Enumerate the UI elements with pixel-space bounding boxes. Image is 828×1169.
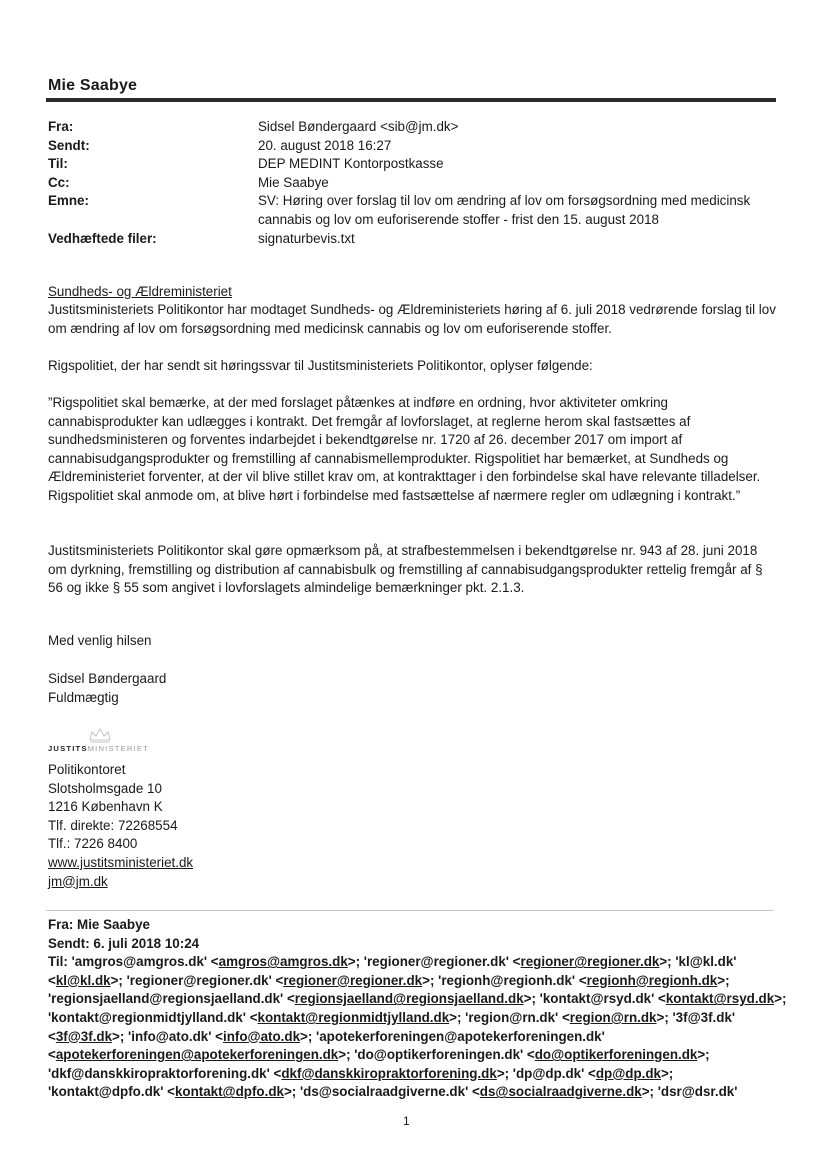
recipient-email-link[interactable]: do@optikerforeningen.dk bbox=[534, 1047, 698, 1063]
ministry-link[interactable] bbox=[48, 283, 778, 302]
fwd-sent-row bbox=[48, 935, 778, 954]
header-label: Cc: bbox=[48, 174, 70, 190]
recipient-email-link[interactable]: regioner@regioner.dk bbox=[520, 954, 660, 970]
recipient-text: < bbox=[48, 972, 56, 988]
recipient-text: >; bbox=[774, 991, 787, 1007]
contact-city: 1216 København K bbox=[48, 799, 163, 815]
recipient-email-link[interactable]: amgros@amgros.dk bbox=[218, 954, 348, 970]
paragraph-4: Justitsministeriets Politikontor skal gøre opmærksom på, at strafbestemmelsen i bekendtgørelse nr. 943 af 28. juni 2018 om dyrkning, fremstilling og distribution af cannabisbulk og fremstilling af cannabisudgangsprodukter rettelig fremgår af § 56 og ikke § 55 som angivet i lovforslagets almindelige bemærkninger pkt. 2.1.3. bbox=[48, 543, 763, 596]
header-rule bbox=[46, 98, 776, 102]
paragraph-3-quote: ”Rigspolitiet skal bemærke, at der med forslaget påtænkes at indføre en ordning, hvor aktiviteter omkring cannabisprodukter kan udlægges i kontrakt. Det fremgår af lovforslaget, at reglerne herom skal fastsættes af sundhedsministeren og forventes indarbejdet i bekendtgørelse nr. 1720 af 26. december 2017 om import af cannabisudgangsprodukter og fremstilling af cannabismellemprodukter. Rigspolitiet har bemærket, at Sundheds og Ældreministeriet forventer, at der vil blive stillet krav om, at kontrakttager i den forbindelse skal have relevante tilladelser. Rigspolitiet skal anmode om, at blive hørt i forbindelse med fastsættelse af nærmere regler om udlægning i kontrakt.” bbox=[48, 395, 761, 503]
recipient-email-link[interactable]: kontakt@regionmidtjylland.dk bbox=[257, 1009, 450, 1025]
crown-icon bbox=[86, 726, 114, 744]
contact-direct-phone: Tlf. direkte: 72268554 bbox=[48, 817, 178, 833]
recipient-text: 'amgros@amgros.dk' < bbox=[71, 954, 219, 970]
header-value: DEP MEDINT Kontorpostkasse bbox=[258, 156, 444, 172]
header-row-to bbox=[48, 155, 788, 174]
header-label: Sendt: bbox=[48, 137, 90, 153]
page-number: 1 bbox=[403, 1114, 410, 1128]
recipient-email-link[interactable]: ds@socialraadgiverne.dk bbox=[479, 1084, 642, 1100]
contact-phone: Tlf.: 7226 8400 bbox=[48, 836, 138, 852]
recipient-text: >; 'do@optikerforeningen.dk' < bbox=[338, 1047, 535, 1063]
fwd-from-row bbox=[48, 916, 778, 935]
recipient-text: >; '3f@3f.dk' bbox=[656, 1009, 736, 1025]
email-link[interactable]: jm@jm.dk bbox=[48, 873, 108, 889]
contact-street: Slotsholmsgade 10 bbox=[48, 780, 162, 796]
ministry-link-text[interactable]: Sundheds- og Ældreministeriet bbox=[48, 284, 232, 299]
recipient-text: >; bbox=[697, 1047, 710, 1063]
sender-name: Mie Saabye bbox=[48, 77, 138, 94]
recipient-email-link[interactable]: regionh@regionh.dk bbox=[586, 972, 718, 988]
header-label: Vedhæftede filer: bbox=[48, 230, 157, 246]
fwd-recipient-line bbox=[48, 1046, 778, 1065]
fwd-from-value: Mie Saabye bbox=[77, 917, 150, 932]
recipient-email-link[interactable]: dp@dp.dk bbox=[595, 1065, 661, 1081]
header-row-attachments bbox=[48, 230, 788, 249]
paragraph-1: Justitsministeriets Politikontor har modtaget Sundheds- og Ældreministeriets høring af 6. juli 2018 vedrørende forslag til lov om ændring af lov om forsøgsordning med medicinsk cannabis og lov om euforiserende stoffer. bbox=[48, 302, 776, 336]
recipient-text: >; 'regioner@regioner.dk' < bbox=[110, 972, 284, 988]
logo-light: MINISTERIET bbox=[87, 744, 149, 753]
recipient-text: 'regionsjaelland@regionsjaelland.dk' < bbox=[48, 991, 295, 1007]
recipient-email-link[interactable]: region@rn.dk bbox=[569, 1009, 657, 1025]
fwd-to-label: Til: bbox=[48, 954, 72, 970]
recipient-text: < bbox=[48, 1047, 56, 1063]
closing-greeting: Med venlig hilsen bbox=[48, 633, 152, 648]
recipient-email-link[interactable]: dkf@danskkiropraktorforening.dk bbox=[281, 1065, 497, 1081]
signature-title: Fuldmægtig bbox=[48, 690, 119, 705]
recipient-text: 'kontakt@regionmidtjylland.dk' < bbox=[48, 1009, 258, 1025]
recipient-text: >; 'dp@dp.dk' < bbox=[496, 1065, 596, 1081]
contact-block bbox=[48, 761, 193, 891]
recipient-text: >; 'kl@kl.dk' bbox=[659, 954, 737, 970]
contact-office: Politikontoret bbox=[48, 762, 126, 777]
header-row-from bbox=[48, 118, 788, 137]
recipient-email-link[interactable]: kontakt@dpfo.dk bbox=[174, 1084, 284, 1100]
recipient-text: >; bbox=[660, 1065, 674, 1081]
email-header bbox=[48, 118, 788, 248]
recipient-text: >; 'regioner@regioner.dk' < bbox=[347, 954, 521, 970]
recipient-email-link[interactable]: regioner@regioner.dk bbox=[283, 972, 423, 988]
fwd-recipient-list bbox=[48, 953, 787, 1102]
fwd-recipient-line bbox=[48, 972, 778, 991]
fwd-sent-value: 6. juli 2018 10:24 bbox=[93, 935, 200, 951]
forward-divider bbox=[46, 910, 774, 911]
fwd-from-label: Fra: bbox=[48, 917, 74, 932]
header-label: Fra: bbox=[48, 119, 74, 134]
recipient-email-link[interactable]: info@ato.dk bbox=[222, 1028, 301, 1044]
signature-name: Sidsel Bøndergaard bbox=[48, 671, 167, 686]
recipient-text: 'dkf@danskkiropraktorforening.dk' < bbox=[48, 1065, 282, 1081]
recipient-text: >; 'ds@socialraadgiverne.dk' < bbox=[283, 1084, 480, 1100]
recipient-text: >; 'regionh@regionh.dk' < bbox=[422, 972, 587, 988]
recipient-text: >; bbox=[717, 972, 730, 988]
fwd-recipient-line bbox=[48, 1028, 778, 1047]
header-label: Emne: bbox=[48, 193, 89, 209]
paragraph-2: Rigspolitiet, der har sendt sit høringssvar til Justitsministeriets Politikontor, oplyser følgende: bbox=[48, 358, 593, 373]
recipient-email-link[interactable]: kl@kl.dk bbox=[55, 972, 111, 988]
fwd-recipient-line bbox=[48, 953, 778, 972]
recipient-email-link[interactable]: apotekerforeningen@apotekerforeningen.dk bbox=[55, 1047, 339, 1063]
website-link[interactable]: www.justitsministeriet.dk bbox=[48, 854, 194, 870]
header-row-sent bbox=[48, 137, 788, 156]
recipient-text: >; 'dsr@dsr.dk' bbox=[641, 1084, 738, 1100]
fwd-sent-label: Sendt: bbox=[48, 935, 90, 951]
header-value: SV: Høring over forslag til lov om ændring af lov om forsøgsordning med medicinsk cannabis og lov om euforiserende stoffer - frist den 15. august 2018 bbox=[258, 193, 751, 227]
header-value: Mie Saabye bbox=[258, 174, 329, 190]
header-value: Sidsel Bøndergaard <sib@jm.dk> bbox=[258, 119, 459, 134]
recipient-email-link[interactable]: 3f@3f.dk bbox=[55, 1028, 113, 1044]
logo-bold: JUSTITS bbox=[48, 744, 88, 753]
recipient-text: 'kontakt@dpfo.dk' < bbox=[48, 1084, 175, 1100]
recipient-email-link[interactable]: kontakt@rsyd.dk bbox=[665, 991, 775, 1007]
recipient-text: < bbox=[48, 1028, 56, 1044]
fwd-recipient-line bbox=[48, 1009, 778, 1028]
header-value: 20. august 2018 16:27 bbox=[258, 137, 392, 153]
ministry-logo bbox=[48, 744, 149, 754]
fwd-recipient-line bbox=[48, 1065, 778, 1084]
recipient-text: >; 'kontakt@rsyd.dk' < bbox=[523, 991, 666, 1007]
recipient-text: >; 'info@ato.dk' < bbox=[112, 1028, 223, 1044]
recipient-text: >; 'region@rn.dk' < bbox=[449, 1009, 570, 1025]
header-label: Til: bbox=[48, 156, 68, 172]
recipient-email-link[interactable]: regionsjaelland@regionsjaelland.dk bbox=[294, 991, 524, 1007]
attachment-filename[interactable]: signaturbevis.txt bbox=[258, 230, 355, 246]
fwd-recipient-line bbox=[48, 1083, 778, 1102]
recipient-text: >; 'apotekerforeningen@apotekerforeningen.dk' bbox=[300, 1028, 605, 1044]
forwarded-message bbox=[48, 916, 787, 1102]
header-row-subject bbox=[48, 192, 788, 229]
fwd-recipient-line bbox=[48, 990, 787, 1009]
header-row-cc bbox=[48, 174, 788, 193]
